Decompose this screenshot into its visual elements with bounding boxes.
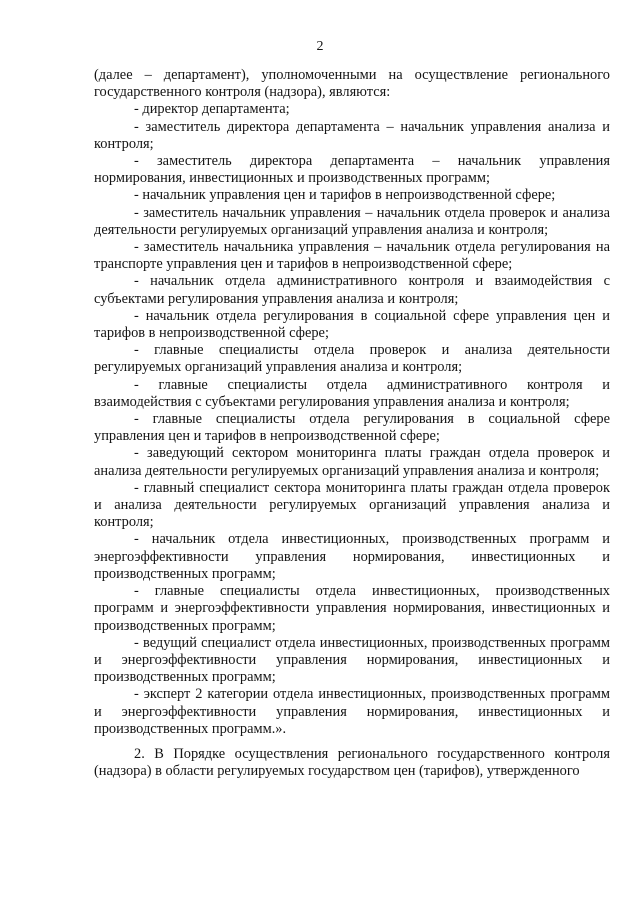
list-item: - начальник управления цен и тарифов в непроизводственной сфере;: [134, 187, 556, 204]
list-item: - эксперт 2 категории отдела инвестиционных, производственных программ и энергоэффективности управления нормирования, инвестиционных и производственных программ.».: [94, 686, 610, 737]
list-item: - главные специалисты отдела проверок и анализа деятельности регулируемых организаций управления анализа и контроля;: [94, 342, 610, 376]
list-item: - начальник отдела административного контроля и взаимодействия с субъектами регулирования управления анализа и контроля;: [94, 273, 610, 307]
page-number: 2: [316, 39, 324, 54]
list-item: - заведующий сектором мониторинга платы граждан отдела проверок и анализа деятельности регулируемых организаций управления анализа и контроля;: [94, 445, 610, 479]
section-paragraph: 2. В Порядке осуществления регионального государственного контроля (надзора) в области регулируемых государством цен (тарифов), утвержденного: [94, 745, 610, 780]
list-item: - главные специалисты отдела регулирования в социальной сфере управления цен и тарифов в непроизводственной сфере;: [94, 411, 610, 445]
list-item: - заместитель директора департамента – начальник управления нормирования, инвестиционных и производственных программ;: [94, 153, 610, 187]
list-item: - начальник отдела инвестиционных, производственных программ и энергоэффективности управления нормирования, инвестиционных и производственных программ;: [94, 531, 610, 582]
list-item: - заместитель начальника управления – начальник отдела регулирования на транспорте управления цен и тарифов в непроизводственной сфере;: [94, 239, 610, 273]
intro-paragraph: (далее – департамент), уполномоченными на осуществление регионального государственного контроля (надзора), являются:: [94, 67, 610, 101]
list-item: - начальник отдела регулирования в социальной сфере управления цен и тарифов в непроизводственной сфере;: [94, 307, 610, 342]
list-item: - заместитель начальник управления – начальник отдела проверок и анализа деятельности регулируемых организаций управления анализа и контроля;: [94, 204, 610, 238]
list-item: - ведущий специалист отдела инвестиционных, производственных программ и энергоэффективности управления нормирования, инвестиционных и производственных программ;: [94, 634, 610, 686]
list-item: - заместитель директора департамента – начальник управления анализа и контроля;: [94, 118, 610, 152]
list-item: - главные специалисты отдела административного контроля и взаимодействия с субъектами регулирования управления анализа и контроля;: [94, 376, 610, 410]
document-body: [94, 67, 610, 780]
list-item: - главный специалист сектора мониторинга платы граждан отдела проверок и анализа деятельности регулируемых организаций управления анализа и контроля;: [94, 479, 610, 531]
list-item: - директор департамента;: [134, 101, 290, 118]
list-item: - главные специалисты отдела инвестиционных, производственных программ и энергоэффективности управления нормирования, инвестиционных и производственных программ;: [94, 583, 610, 634]
